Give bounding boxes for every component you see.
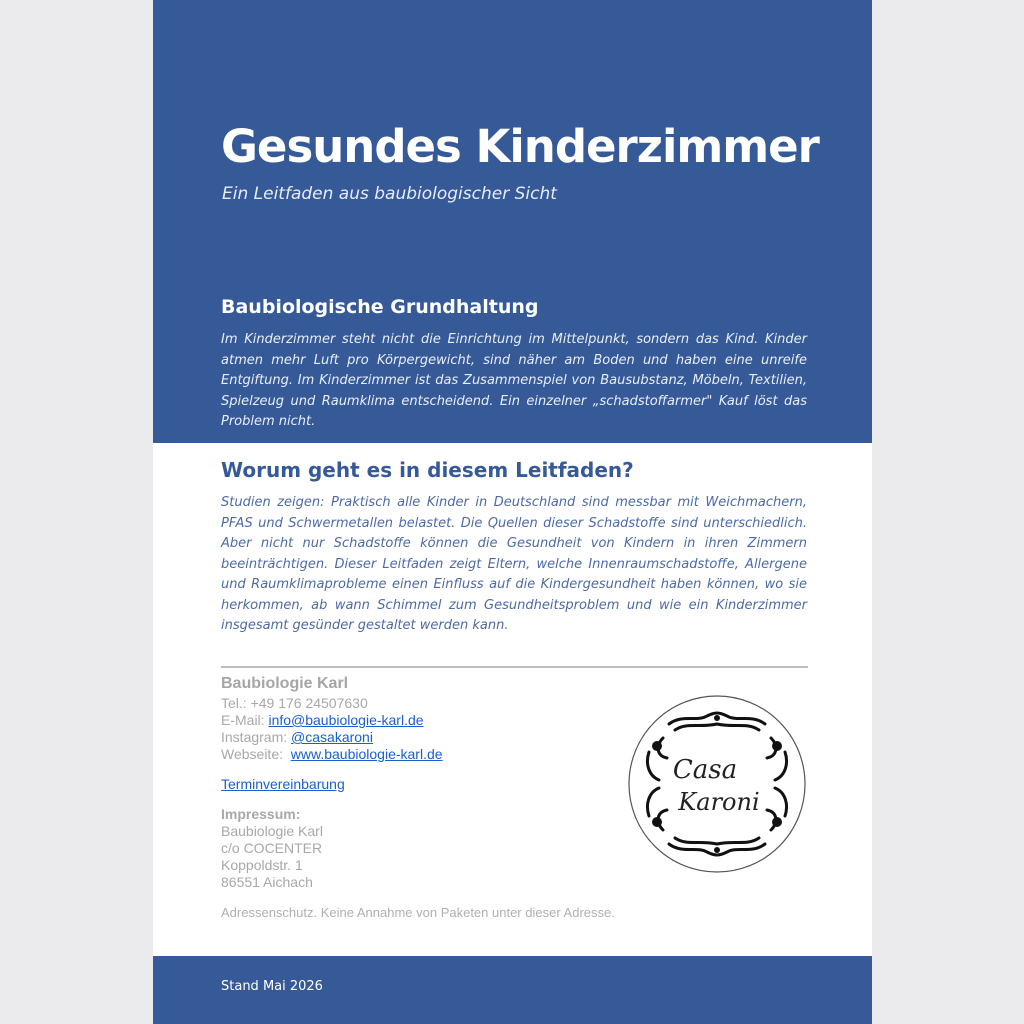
version-date: Stand Mai 2026 [221,979,323,994]
company-name: Baubiologie Karl [221,675,349,692]
footer-banner [153,956,872,1024]
address-protection-notice: Adressenschutz. Keine Annahme von Paketen unter dieser Adresse. [221,905,615,920]
appointment-line [221,776,443,793]
logo-text-casa: Casa [672,755,738,785]
document-subtitle: Ein Leitfaden aus baubiologischer Sicht [222,184,557,204]
instagram-link[interactable]: @casakaroni [291,729,373,745]
casa-karoni-logo [627,694,807,874]
impressum-line: Koppoldstr. 1 [221,857,303,873]
email-line [221,712,443,729]
section-heading-grundhaltung: Baubiologische Grundhaltung [221,296,539,318]
website-label: Webseite: [221,746,283,762]
impressum-line: Baubiologie Karl [221,823,323,839]
section-text-leitfaden: Studien zeigen: Praktisch alle Kinder in Deutschland sind messbar mit Weichmachern, PFAS und Schwermetallen belastet. Die Quellen dieser Schadstoffe sind unterschiedlich. Aber nicht nur Schadstoffe können die Gesundheit von Kindern in ihren Zimmern beeinträchtigen. Dieser Leitfaden zeigt Eltern, welche Innenraumschadstoffe, Allergene und Raumklimaprobleme einen Einfluss auf die Kindergesundheit haben können, wo sie herkommen, ab wann Schimmel zum Gesundheitsproblem und wie ein Kinderzimmer insgesamt gesünder gestaltet werden kann. [221,495,807,633]
appointment-link[interactable]: Terminvereinbarung [221,776,345,792]
impressum-line: 86551 Aichach [221,874,313,890]
header-banner [153,0,872,443]
instagram-line [221,729,443,746]
document-page [153,0,872,1024]
email-link[interactable]: info@baubiologie-karl.de [268,712,424,728]
section-heading-leitfaden: Worum geht es in diesem Leitfaden? [221,458,634,482]
instagram-label: Instagram: [221,729,288,745]
website-line [221,746,443,763]
impressum-heading: Impressum: [221,806,301,822]
impressum-line: c/o COCENTER [221,840,323,856]
logo-text-karoni: Karoni [678,788,760,816]
document-title: Gesundes Kinderzimmer [221,120,819,173]
section-text-grundhaltung: Im Kinderzimmer steht nicht die Einrichtung im Mittelpunkt, sondern das Kind. Kinder atmen mehr Luft pro Körpergewicht, sind näher am Boden und haben eine unreife Entgiftung. Im Kinderzimmer ist das Zusammenspiel von Bausubstanz, Möbeln, Textilien, Spielzeug und Raumklima entscheidend. Ein einzelner „schadstoffarmer" Kauf löst das Problem nicht. [221,332,807,429]
phone-line: Tel.: +49 176 24507630 [221,695,368,711]
email-label: E-Mail: [221,712,265,728]
website-link[interactable]: www.baubiologie-karl.de [290,746,443,762]
divider [221,666,808,668]
contact-block [221,675,443,891]
